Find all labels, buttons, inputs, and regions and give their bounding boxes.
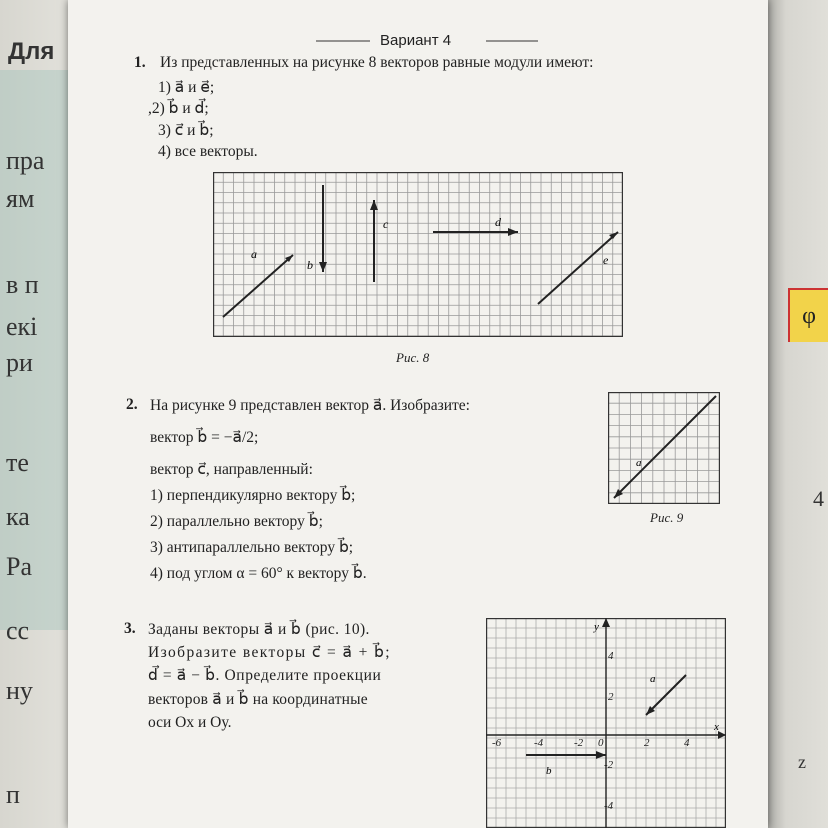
bg-fragment-11: п: [6, 780, 20, 809]
y-axis-arrow: [602, 618, 610, 627]
vector-e-label: e⃗: [603, 253, 618, 267]
task1-option-1: 1) a⃗ и e⃗;: [158, 79, 215, 96]
task2-number: 2.: [126, 396, 138, 413]
background-book-right: [758, 0, 828, 828]
x-tick-4: 4: [684, 737, 690, 749]
task3-line-4: векторов a⃗ и b⃗ на координатные: [148, 691, 368, 708]
vector-e-line: [538, 232, 618, 304]
bg-fragment-z: z: [798, 752, 806, 772]
task3-line-3: d⃗ = a⃗ − b⃗. Определите проекции: [148, 667, 382, 684]
task2-option-1: 1) перпендикулярно вектору b⃗;: [150, 487, 356, 504]
bg-fragment-2: ям: [6, 184, 35, 213]
figure-8-grid: [213, 172, 623, 337]
vector-d-label: d⃗: [495, 215, 511, 229]
y-tick-4: 4: [608, 650, 614, 662]
task2-text-line1: На рисунке 9 представлен вектор a⃗. Изобразите:: [150, 397, 470, 414]
bg-fragment-0: Для: [8, 38, 55, 65]
bg-fragment-7: ка: [6, 502, 30, 531]
x-tick--4: -4: [534, 737, 544, 749]
y-tick--4: -4: [604, 800, 614, 812]
task3-number: 3.: [124, 620, 136, 637]
fig10-vector-a-label: a⃗: [650, 673, 665, 685]
figure-10-coordinate-grid: [486, 618, 726, 828]
x-tick-0: 0: [598, 737, 604, 749]
task1-text: Из представленных на рисунке 8 векторов равные модули имеют:: [160, 54, 594, 71]
bg-fragment-5: ри: [6, 348, 33, 377]
figure-9-grid: [608, 392, 720, 504]
vector-b-label: b⃗: [307, 258, 323, 272]
worksheet-page: [68, 0, 768, 828]
fig9-vector-a-label: a⃗: [636, 457, 651, 469]
variant-title: Вариант 4: [380, 32, 452, 49]
task3-line-2: Изобразите векторы c⃗ = a⃗ + b⃗;: [148, 644, 391, 661]
y-axis-label: y: [594, 621, 599, 633]
bg-fragment-phi: φ: [788, 288, 828, 342]
bg-fragment-4-right: 4: [813, 486, 824, 511]
task2-option-3: 3) антипараллельно вектору b⃗;: [150, 539, 354, 556]
bg-fragment-1: пра: [6, 146, 45, 175]
bg-fragment-9: сс: [6, 616, 30, 645]
bg-fragment-3: в п: [6, 270, 39, 299]
task1-number: 1.: [134, 54, 146, 71]
task2-text-line2: вектор b⃗ = −a⃗/2;: [150, 429, 259, 446]
task2-text-line3: вектор c⃗, направленный:: [150, 461, 313, 478]
bg-fragment-4: екі: [6, 312, 38, 341]
task2-option-2: 2) параллельно вектору b⃗;: [150, 513, 323, 530]
figure-9-caption: Рис. 9: [650, 510, 684, 525]
x-tick--6: -6: [492, 737, 502, 749]
vector-a-label: a⃗: [251, 247, 267, 261]
task2-option-4: 4) под углом α = 60° к вектору b⃗.: [150, 565, 367, 582]
bg-fragment-10: ну: [6, 676, 33, 705]
y-tick--2: -2: [604, 759, 614, 771]
task1-option-4: 4) все векторы.: [158, 143, 258, 160]
fig9-vector-a-line: [614, 396, 716, 498]
bg-fragment-8: Ра: [6, 552, 32, 581]
x-axis-label: x: [714, 721, 719, 733]
vector-d-arrow: [508, 228, 518, 236]
y-tick-2: 2: [608, 691, 614, 703]
x-tick-2: 2: [644, 737, 650, 749]
vector-c-label: c⃗: [383, 217, 398, 231]
bg-fragment-6: те: [6, 448, 29, 477]
task1-option-3: 3) c⃗ и b⃗;: [158, 122, 214, 139]
task1-option-2: ,2) b⃗ и d⃗;: [148, 100, 209, 117]
task3-line-5: оси Ох и Оу.: [148, 714, 232, 731]
task3-line-1: Заданы векторы a⃗ и b⃗ (рис. 10).: [148, 621, 370, 638]
figure-8-caption: Рис. 8: [396, 350, 430, 365]
x-tick--2: -2: [574, 737, 584, 749]
fig10-vector-b-label: b⃗: [546, 765, 561, 777]
